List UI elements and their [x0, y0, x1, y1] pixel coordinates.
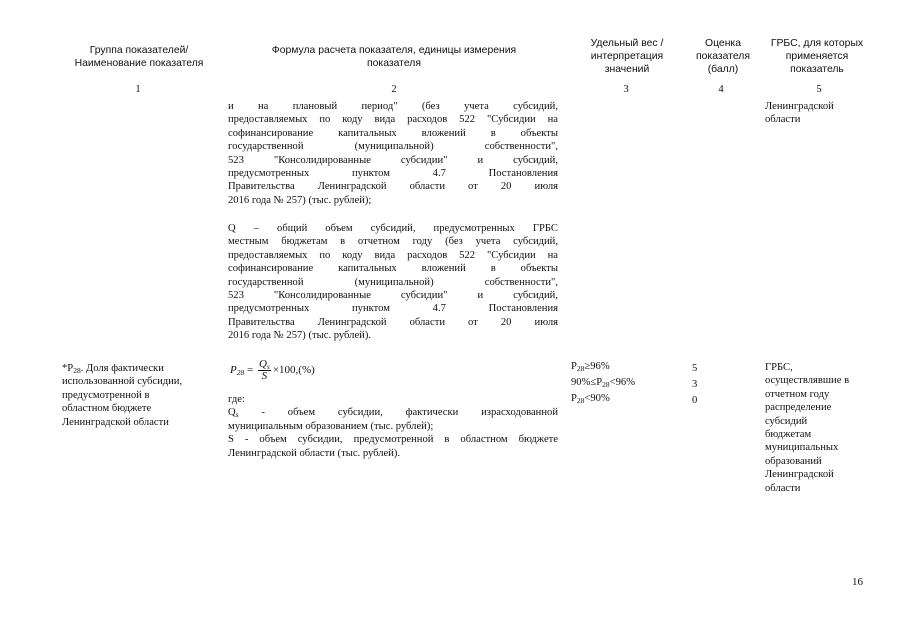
text-line: Q – общий объем субсидий, предусмотренных ГРБС [228, 223, 558, 234]
text-line: предоставляемых по коду вида расходов 522 "Субсидии на [228, 114, 558, 126]
score-item: 5 [692, 363, 698, 374]
text-line: 2016 года № 257) (тыс. рублей); [228, 194, 372, 206]
text-line: и на плановый период" (без учета субсидий, [228, 101, 558, 112]
text-line: Ленинградской области [62, 416, 169, 428]
text-line: ГРБС, [765, 362, 793, 373]
text-line: областном бюджете [62, 403, 152, 415]
text-line: Ленинградской области (тыс. рублей). [228, 447, 401, 459]
text-line: софинансирование капитальных вложений в объекты [228, 127, 558, 139]
text-line: предусмотренных пунктом 4.7 Постановления [228, 168, 558, 180]
header-col4: Оценка показателя (балл) [696, 38, 750, 75]
qs-definition-line: $Q_s$ - объем субсидии, фактически израсходованной [228, 407, 558, 420]
text-line: бюджетам [765, 429, 812, 441]
page-number: 16 [852, 576, 863, 588]
interpretation-item: $P_{28}<90\%$ [571, 393, 610, 405]
text-line: 523 "Консолидированные субсидии" и субсидий, [228, 154, 558, 166]
text-line: муниципальным образованием (тыс. рублей); [228, 420, 434, 432]
text-line: области [765, 114, 801, 126]
column-number-5: 5 [816, 84, 822, 95]
column-number-4: 4 [718, 84, 724, 95]
text-line: распределение [765, 402, 832, 414]
text-line: 2016 года № 257) (тыс. рублей). [228, 330, 372, 342]
continuation-grbs-text [765, 100, 875, 127]
text-line: образований [765, 455, 822, 467]
where-label: где: [228, 394, 245, 405]
text-line: государственной (муниципальной) собственности", [228, 276, 558, 288]
interpretation-item: $P_{28}\ge 96\%$ [571, 361, 610, 373]
header-col2: Формула расчета показателя, единицы измерения показателя [271, 45, 517, 69]
text-line: области [765, 482, 801, 494]
interpretation-item: $90\%\le P_{28}<96\%$ [571, 377, 636, 389]
s-definition-line: S - объем субсидии, предусмотренной в областном бюджете [228, 434, 558, 446]
continuation-formula-text [228, 100, 558, 207]
text-line: осуществлявшие в [765, 375, 850, 387]
header-col3: Удельный вес / интерпретация значений [590, 38, 664, 75]
q-definition-text [228, 222, 558, 343]
text-line: государственной (муниципальной) собственности", [228, 141, 558, 153]
p28-formula: $P_{28}$ = $\frac{Q_s}{S}$ ×100,(%) [230, 358, 315, 382]
p28-interpretations [571, 359, 679, 407]
text-line: Правительства Ленинградской области от 20 июля [228, 316, 558, 328]
p28-definitions [228, 393, 558, 460]
indicator-name-p28 [62, 362, 222, 429]
text-line: отчетном году [765, 388, 830, 400]
column-number-1: 1 [135, 84, 141, 95]
score-item: 0 [692, 395, 698, 406]
text-line: субсидий [765, 415, 808, 427]
text-line: предусмотренных пунктом 4.7 Постановления [228, 303, 558, 315]
text-line: 523 "Консолидированные субсидии" и субсидий, [228, 290, 558, 302]
text-line: местным бюджетам в отчетном году (без учета субсидий, [228, 236, 558, 248]
score-item: 3 [692, 379, 698, 390]
text-line: использованной субсидии, [62, 376, 183, 388]
p28-scores [692, 361, 712, 409]
text-line: предоставляемых по коду вида расходов 522 "Субсидии на [228, 249, 558, 261]
text-line: муниципальных [765, 442, 839, 454]
indicator-name-line: $*P_{28}$. Доля фактически [62, 363, 164, 375]
header-col1: Группа показателей/ Наименование показателя [74, 45, 204, 69]
text-line: Правительства Ленинградской области от 20 июля [228, 181, 558, 193]
text-line: Ленинградской [765, 101, 834, 112]
column-number-2: 2 [391, 84, 397, 95]
p28-grbs [765, 361, 875, 495]
text-line: софинансирование капитальных вложений в объекты [228, 263, 558, 275]
formula-fraction: $\frac{Q_s}{S}$ [258, 358, 270, 382]
text-line: Ленинградской [765, 469, 834, 481]
header-col5: ГРБС, для которых применяется показатель [770, 38, 864, 75]
column-number-3: 3 [623, 84, 629, 95]
text-line: предусмотренной в [62, 389, 150, 401]
